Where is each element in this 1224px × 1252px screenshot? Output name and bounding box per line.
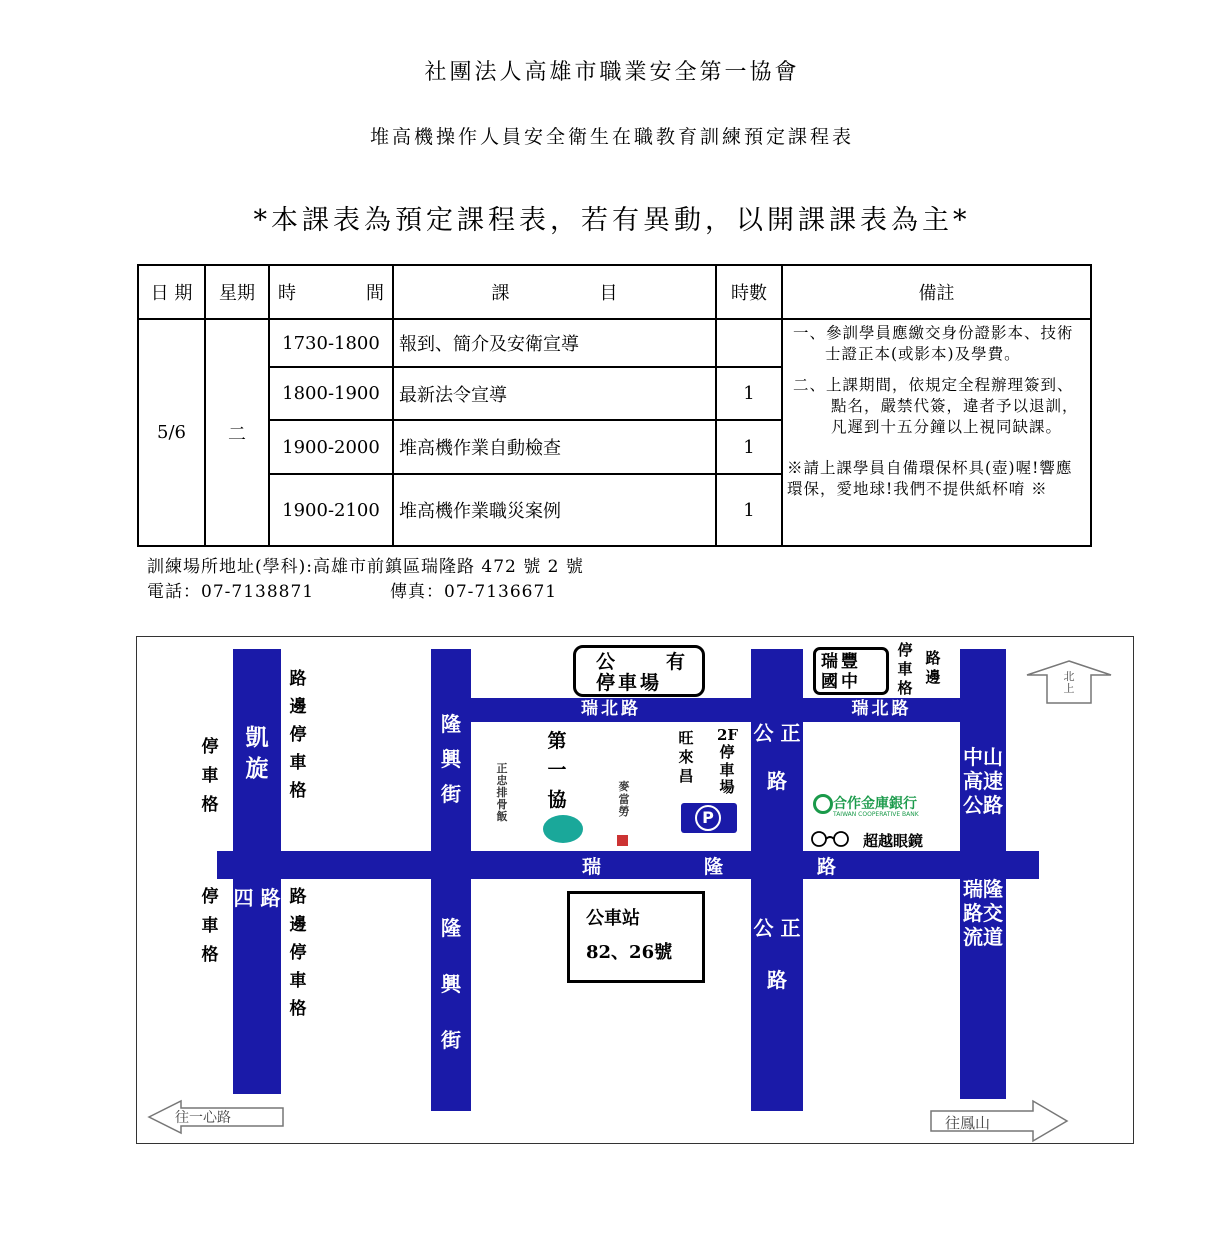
zhengzhong-restaurant-label: 正忠排骨飯 (496, 762, 508, 824)
row-hours: 1 (716, 367, 782, 420)
school-text-bottom: 國中 (821, 672, 861, 692)
row-subject: 報到、簡介及安衛宣導 (393, 319, 716, 367)
bus-station-box (567, 891, 705, 983)
ruibei-label-east: 瑞北路 (851, 699, 912, 719)
ruifeng-school-box (813, 647, 889, 695)
parking-slot-label: 停車格 (897, 641, 913, 697)
bank-label: 合作金庫銀行 (833, 796, 917, 812)
zhongshan-label: 中山高速公路 (963, 745, 1003, 817)
row-subject: 最新法令宣導 (393, 367, 716, 420)
row-time: 1800-1900 (269, 367, 393, 420)
school-text-top: 瑞豐 (821, 652, 861, 672)
ruilong-road (217, 851, 1039, 879)
public-parking-text-a: 公 (596, 651, 616, 673)
roadside-label: 路邊 (925, 649, 941, 686)
wanglai-label: 旺來昌 (678, 729, 694, 785)
optical-shop-label: 超越眼鏡 (863, 832, 924, 850)
header-date: 日 期 (138, 265, 205, 319)
public-parking-text-b: 有 (666, 651, 686, 673)
course-date: 5/6 (138, 319, 205, 546)
kaixuan-4-label: 四 路 (233, 886, 281, 910)
table-header-row (138, 265, 1091, 319)
remark-item-1: 一、參訓學員應繳交身份證影本、技術士證正本(或影本)及學費。 (793, 324, 1074, 363)
parking-bottom-left: 停 車 格 (201, 887, 219, 965)
kaixuan-label: 凱 旋 (245, 724, 269, 783)
training-address: 訓練場所地址(學科):高雄市前鎮區瑞隆路 472 號 2 號 (147, 557, 584, 577)
remark-item-2: 二、上課期間，依規定全程辦理簽到、點名，嚴禁代簽，違者予以退訓，凡遲到十五分鐘以上視同缺課。 (793, 375, 1079, 436)
row-hours: 1 (716, 474, 782, 546)
fax-number: 傳真：07-7136671 (390, 582, 558, 602)
public-parking-text-c: 停車場 (596, 672, 663, 694)
ruilong-interchange-label: 瑞隆路交流道 (963, 877, 1003, 949)
table-row (138, 319, 1091, 367)
ruilong-label-1: 瑞 (582, 856, 602, 878)
row-hours: 1 (716, 420, 782, 474)
public-parking-box (573, 645, 705, 697)
bus-routes-label: 82、26號 (586, 942, 673, 963)
header-time: 時 間 (269, 265, 393, 319)
course-schedule-table (137, 264, 1092, 547)
row-time: 1900-2100 (269, 474, 393, 546)
row-time: 1730-1800 (269, 319, 393, 367)
gongzheng-label-bottom: 公 正 路 (753, 916, 801, 992)
phone-number: 電話：07-7138871 (147, 582, 315, 602)
bus-station-label: 公車站 (586, 908, 640, 929)
ruilong-label-3: 路 (817, 856, 837, 878)
bank-english-label: TAIWAN COOPERATIVE BANK (833, 811, 919, 818)
remarks-cell (782, 319, 1091, 546)
row-subject: 堆高機作業自動檢查 (393, 420, 716, 474)
to-yixin-road-label: 往一心路 (175, 1110, 231, 1126)
ruilong-label-2: 隆 (704, 856, 724, 878)
parking-top-left: 停 車 格 (201, 737, 219, 815)
header-remarks: 備註 (782, 265, 1091, 319)
row-subject: 堆高機作業職災案例 (393, 474, 716, 546)
roadside-parking-top-right: 路 邊 停 車 格 (289, 669, 307, 802)
longxing-label-bottom: 隆 興 街 (441, 916, 461, 1052)
glasses-icon (807, 829, 857, 849)
parking-2f-label: 2F停車場 (717, 726, 739, 796)
row-hours (716, 319, 782, 367)
ruibei-label-west: 瑞北路 (581, 699, 641, 719)
organization-title: 社團法人高雄市職業安全第一協會 (424, 60, 800, 85)
association-logo-icon (543, 815, 583, 843)
mcdonalds-label: 麥當勞 (618, 780, 630, 819)
longxing-label-top: 隆 興 街 (441, 712, 461, 806)
schedule-notice: *本課表為預定課程表，若有異動，以開課課表為主* (253, 205, 971, 236)
row-time: 1900-2000 (269, 420, 393, 474)
association-label: 第一協 (547, 730, 567, 811)
gongzheng-label-top: 公 正 路 (753, 721, 801, 793)
course-title: 堆高機操作人員安全衛生在職教育訓練預定課程表 (369, 126, 854, 148)
bank-logo-icon (813, 794, 833, 814)
to-fengshan-label: 往鳳山 (945, 1114, 991, 1132)
remark-eco: ※請上課學員自備環保杯具(壺)喔!響應環保，愛地球!我們不提供紙杯唷 ※ (787, 458, 1073, 498)
parking-p-icon: P (681, 803, 737, 833)
course-weekday: 二 (205, 319, 269, 546)
north-label: 北上 (1063, 670, 1075, 696)
header-weekday: 星期 (205, 265, 269, 319)
header-hours: 時數 (716, 265, 782, 319)
header-subject: 課 目 (393, 265, 716, 319)
location-map (136, 636, 1134, 1144)
mcdonalds-logo-icon (617, 835, 628, 846)
roadside-parking-bottom-right: 路 邊 停 車 格 (289, 887, 307, 1020)
